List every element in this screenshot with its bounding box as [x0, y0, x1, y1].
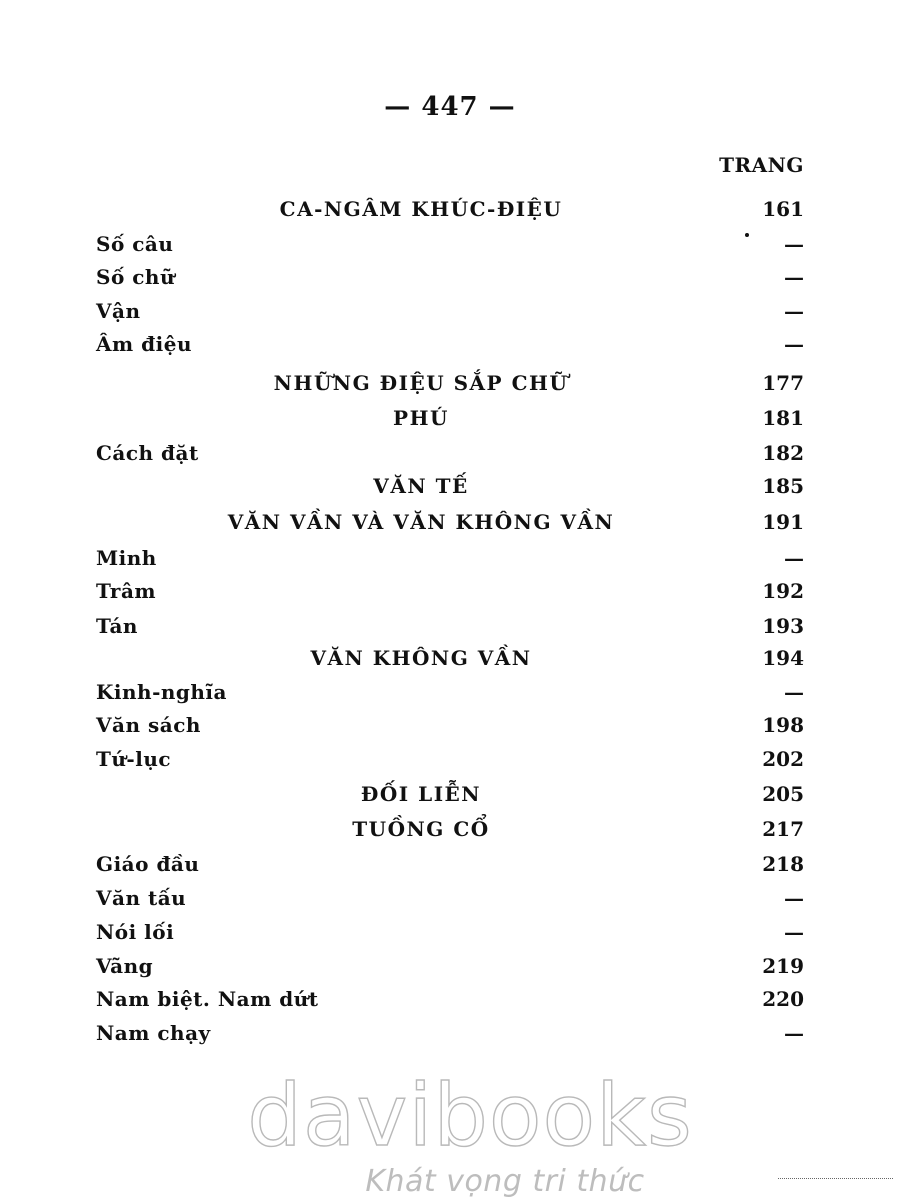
toc-item — [96, 1021, 804, 1051]
toc-page: — — [784, 886, 804, 910]
toc-item — [96, 299, 804, 329]
toc-label: CA-NGÂM KHÚC-ĐIỆU — [279, 197, 563, 221]
toc-page: 205 — [762, 782, 804, 806]
toc-label: PHÚ — [393, 406, 449, 430]
toc-page: 219 — [762, 954, 804, 978]
toc-item — [96, 546, 804, 576]
toc-heading — [96, 197, 804, 227]
toc-page: 218 — [762, 852, 804, 876]
toc-page: — — [784, 265, 804, 289]
toc-heading — [96, 646, 804, 676]
toc-label: Nam biệt. Nam dứt — [96, 987, 319, 1011]
toc-page: — — [784, 332, 804, 356]
page-number: — 447 — — [384, 92, 516, 122]
toc-page: — — [784, 546, 804, 570]
toc-heading — [96, 406, 804, 436]
toc-heading — [96, 510, 804, 540]
toc-label: Trâm — [96, 579, 157, 603]
toc-label: Giáo đầu — [96, 852, 200, 876]
toc-label: Âm điệu — [96, 332, 192, 356]
page-column-header: TRANG — [719, 153, 804, 177]
toc-item — [96, 920, 804, 950]
watermark — [0, 1068, 900, 1200]
toc-label: Cách đặt — [96, 441, 199, 465]
bottom-rule — [778, 1178, 893, 1179]
toc-label: VĂN TẾ — [373, 474, 469, 498]
toc-page: — — [784, 232, 804, 256]
toc-page: 161 — [762, 197, 804, 221]
toc-page: 217 — [762, 817, 804, 841]
toc-label: TUỒNG CỔ — [352, 817, 490, 841]
toc-heading — [96, 782, 804, 812]
toc-label: Nói lối — [96, 920, 175, 944]
toc-label: Kinh-nghĩa — [96, 680, 227, 704]
toc-heading — [96, 371, 804, 401]
toc-label: Nam chạy — [96, 1021, 211, 1045]
toc-label: Văn sách — [96, 713, 201, 737]
toc-item — [96, 614, 804, 644]
toc-item — [96, 852, 804, 882]
toc-label: VĂN KHÔNG VẦN — [310, 646, 532, 670]
toc-label: Tán — [96, 614, 138, 638]
toc-item — [96, 954, 804, 984]
toc-label: Số câu — [96, 232, 174, 256]
toc-item — [96, 886, 804, 916]
toc-item — [96, 265, 804, 295]
toc-page: 181 — [762, 406, 804, 430]
toc-page: — — [784, 1021, 804, 1045]
toc-label: Minh — [96, 546, 157, 570]
toc-page: 185 — [762, 474, 804, 498]
toc-item — [96, 680, 804, 710]
toc-page: 194 — [762, 646, 804, 670]
toc-page: — — [784, 920, 804, 944]
toc-item — [96, 987, 804, 1017]
toc-heading — [96, 817, 804, 847]
toc-page: 191 — [762, 510, 804, 534]
toc-item — [96, 579, 804, 609]
toc-label: Vận — [96, 299, 141, 323]
toc-label: Văn tấu — [96, 886, 187, 910]
toc-page: — — [784, 299, 804, 323]
toc-page: — — [784, 680, 804, 704]
toc-item — [96, 332, 804, 362]
toc-page: 177 — [762, 371, 804, 395]
toc-page: 220 — [762, 987, 804, 1011]
toc-page: 182 — [762, 441, 804, 465]
toc-page: 192 — [762, 579, 804, 603]
toc-item — [96, 232, 804, 262]
toc-label: NHỮNG ĐIỆU SẮP CHỮ — [273, 371, 569, 395]
print-speck — [745, 233, 749, 237]
toc-page: 202 — [762, 747, 804, 771]
toc-label: Tứ-lục — [96, 747, 172, 771]
toc-label: Vãng — [96, 954, 154, 978]
toc-page: 193 — [762, 614, 804, 638]
toc-item — [96, 747, 804, 777]
watermark-tagline: Khát vọng tri thức — [365, 1164, 645, 1199]
toc-item — [96, 713, 804, 743]
toc-heading — [96, 474, 804, 504]
toc-page: 198 — [762, 713, 804, 737]
watermark-logo: davibooks — [247, 1066, 693, 1166]
toc-label: VĂN VẦN VÀ VĂN KHÔNG VẦN — [227, 510, 615, 534]
toc-label: Số chữ — [96, 265, 176, 289]
toc-item — [96, 441, 804, 471]
toc-label: ĐỐI LIỄN — [360, 782, 482, 806]
